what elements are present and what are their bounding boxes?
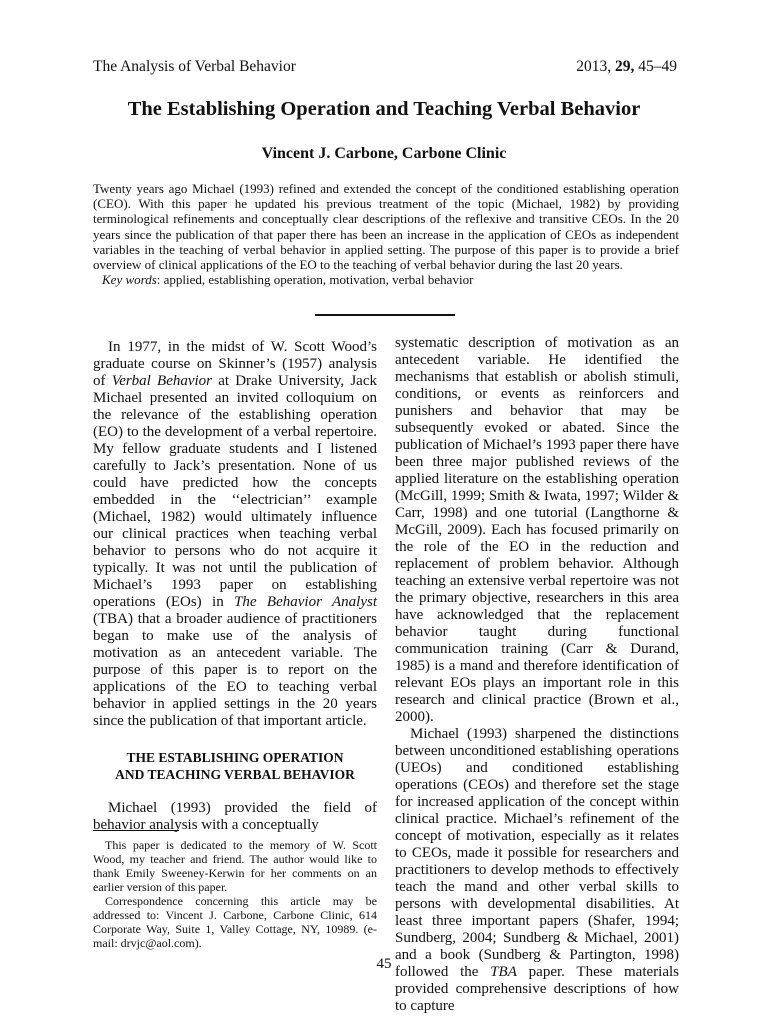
right-column	[395, 335, 679, 1015]
intro-italic-behavior-analyst: The Behavior Analyst	[234, 594, 377, 610]
footnote	[93, 838, 377, 950]
section-paragraph: Michael (1993) provided the field of behavior analysis with a conceptually	[93, 800, 377, 833]
abstract	[93, 181, 679, 287]
left-column	[93, 339, 377, 834]
right-italic-tba: TBA	[490, 964, 517, 980]
article-title: The Establishing Operation and Teaching Verbal Behavior	[127, 98, 641, 120]
journal-name: The Analysis of Verbal Behavior	[93, 58, 296, 75]
abstract-divider	[315, 314, 455, 316]
intro-text-3: (TBA) that a broader audience of practitioners began to make use of the analysis of motivation as an antecedent variable. The purpose of this paper is to report on the applications of the EO to teaching verbal behavior in applied settings in the 20 years since the publication of that important article.	[93, 611, 377, 729]
running-head	[93, 58, 677, 76]
section-heading	[93, 749, 377, 783]
section-heading-line-1: THE ESTABLISHING OPERATION	[126, 750, 344, 765]
intro-italic-verbal-behavior: Verbal Behavior	[111, 373, 213, 389]
abstract-text: Twenty years ago Michael (1993) refined and extended the concept of the conditioned establishing operation (CEO). With this paper he updated his previous treatment of the topic (Michael, 1982) by providing terminological refinements and conceptually clear descriptions of the reflexive and transitive CEOs. In the 20 years since the publication of that paper there has been an increase in the application of CEOs as independent variables in the teaching of verbal behavior in applied setting. The purpose of this paper is to provide a brief overview of clinical applications of the EO to the teaching of verbal behavior during the last 20 years.	[93, 181, 679, 273]
section-heading-line-2: AND TEACHING VERBAL BEHAVIOR	[115, 767, 355, 782]
footnote-correspondence: Correspondence concerning this article may be addressed to: Vincent J. Carbone, Carbone Clinic, 614 Corporate Way, Suite 1, Valley Cottage, NY, 10989. (e-mail: drvjc@aol.com).	[93, 894, 377, 950]
keywords-text: : applied, establishing operation, motivation, verbal behavior	[156, 272, 474, 288]
keywords-label: Key words	[102, 272, 157, 288]
right-text-1: Michael (1993) sharpened the distinctions between unconditioned establishing operations (UEOs) and conditioned establishing operations (CEOs) and therefore set the stage for increased application of the concept within clinical practice. Michael’s refinement of the concept of motivation, especially as it relates to CEOs, made it possible for researchers and practitioners to develop methods to effectively teach the mand and other verbal skills to persons with developmental disabilities. At least three important papers (Shafer, 1994; Sundberg, 2004; Sundberg & Michael, 2001) and a book (Sundberg & Partington, 1998) followed the	[395, 726, 679, 980]
intro-text-1: In 1977, in the midst of W. Scott Wood’s graduate course on Skinner’s (1957) analysis of	[93, 339, 377, 389]
intro-paragraph	[93, 339, 377, 730]
journal-volume: 29,	[615, 58, 635, 75]
footnote-divider	[93, 830, 179, 831]
footnote-dedication: This paper is dedicated to the memory of W. Scott Wood, my teacher and friend. The author would like to thank Emily Sweeney-Kerwin for her comments on an earlier version of this paper.	[93, 838, 377, 894]
article-author: Vincent J. Carbone, Carbone Clinic	[261, 145, 507, 162]
intro-text-2: at Drake University, Jack Michael presented an invited colloquium on the relevance of the establishing operation (EO) to the development of a verbal repertoire. My fellow graduate students and I listened carefully to Jack’s presentation. None of us could have predicted how the concepts embedded in the ‘‘electrician’’ example (Michael, 1982) would ultimately influence our clinical practices when teaching verbal behavior to persons who do not acquire it typically. It was not until the publication of Michael’s 1993 paper on establishing operations (EOs) in	[93, 373, 377, 610]
page-number: 45	[376, 956, 392, 972]
right-text-2: paper. These materials provided comprehensive descriptions of how to capture	[395, 964, 679, 1014]
right-paragraph-1: systematic description of motivation as an antecedent variable. He identified the mechanisms that establish or abolish stimuli, conditions, or events as reinforcers and punishers and behavior that may be subsequently evoked or abated. Since the publication of Michael’s 1993 paper there have been three major published reviews of the applied literature on the establishing operation (McGill, 1999; Smith & Iwata, 1997; Wilder & Carr, 1998) and one tutorial (Langthorne & McGill, 2009). Each has focused primarily on the role of the EO in the reduction and replacement of problem behavior. Although teaching an extensive verbal repertoire was not the primary objective, researchers in this area have acknowledged that the replacement behavior taught during functional communication training (Carr & Durand, 1985) is a mand and therefore identification of relevant EOs plays an important role in this research and clinical practice (Brown et al., 2000).	[395, 335, 679, 725]
journal-pages: 45–49	[638, 58, 677, 75]
journal-year: 2013,	[576, 58, 612, 75]
citation-info	[576, 58, 677, 76]
keywords	[93, 272, 679, 287]
